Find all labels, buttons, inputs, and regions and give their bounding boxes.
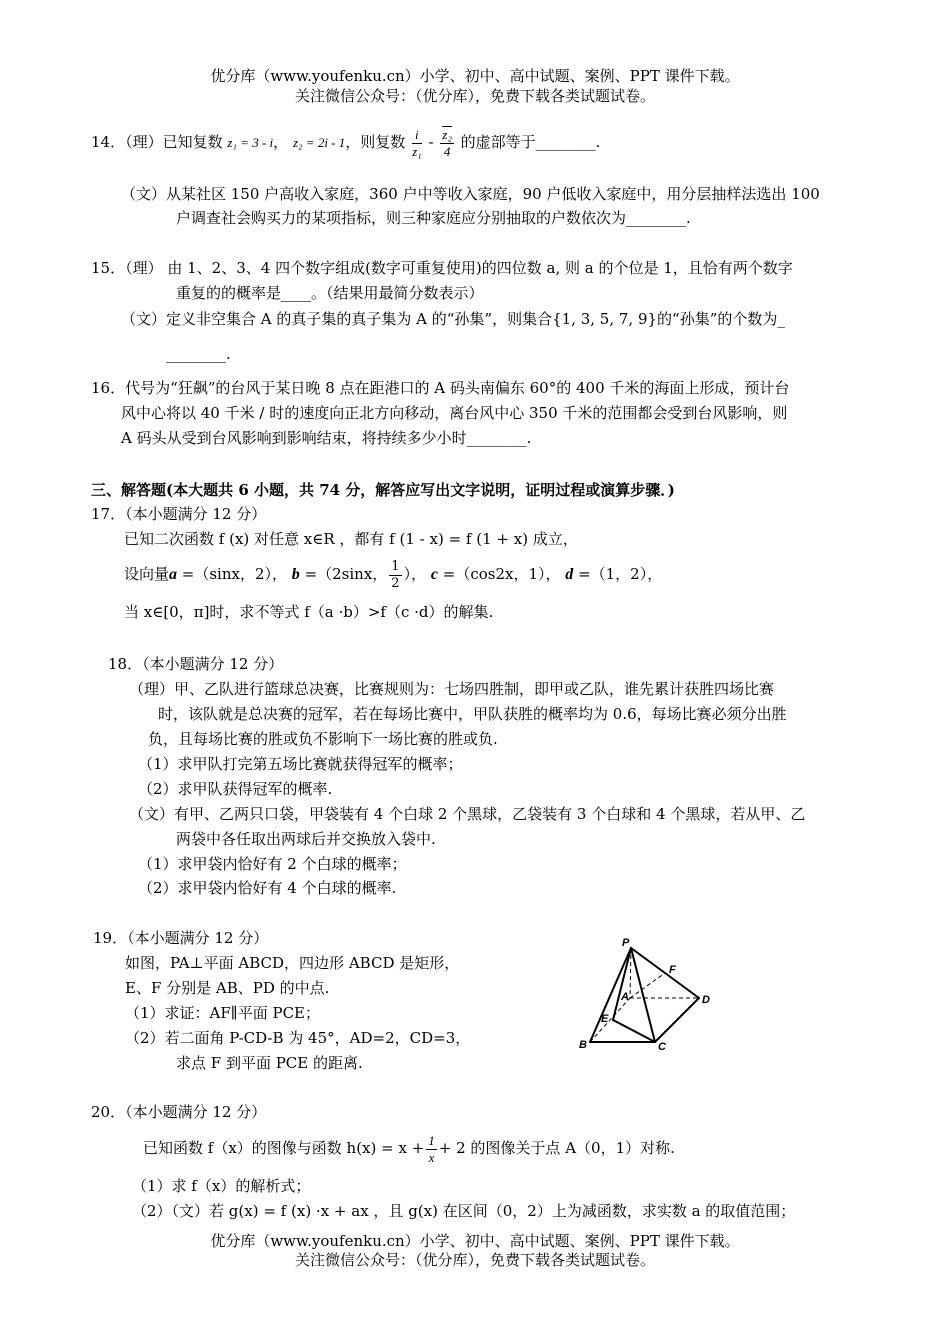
edge-BA bbox=[590, 998, 630, 1042]
label-D: D bbox=[702, 994, 710, 1006]
q18-li-q2: （2）求甲队获得冠军的概率. bbox=[138, 780, 333, 798]
q18-wen-line-1: （文）有甲、乙两只口袋，甲袋装有 4 个白球 2 个黑球，乙袋装有 3 个白球和 4 个黑球，若从甲、乙 bbox=[129, 805, 806, 823]
q17-line-3: 当 x∈[0，π]时，求不等式 f（a ·b）>f（c ·d）的解集. bbox=[124, 603, 494, 621]
q15-wen-line-1: （文）定义非空集合 A 的真子集的真子集为 A 的“孙集”，则集合{1, 3, 5, 7, 9}的“孙集”的个数为_ bbox=[121, 310, 785, 328]
q14-frac-1: $\frac{i}{\text{z₁}}$ bbox=[412, 126, 422, 159]
footer-line-2: 关注微信公众号：（优分库），免费下载各类试题试卷。 bbox=[294, 1251, 655, 1269]
q19-head: 19．（本小题满分 12 分） bbox=[93, 929, 269, 947]
header-line-2: 关注微信公众号：（优分库），免费下载各类试题试卷。 bbox=[294, 87, 655, 105]
q19-line-2: E、F 分别是 AB、PD 的中点. bbox=[125, 979, 330, 997]
label-A: A bbox=[621, 991, 629, 1003]
q14-li: 14．（理）已知复数 z₁ = 3 - i， z₂ = 2i - 1，则复数 $\frac{i}{\text{z₁}}$ - $\frac{\text{z₂}}{4}$ 的虚部等于________. bbox=[91, 126, 601, 159]
q18-wen-q1: （1）求甲袋内恰好有 2 个白球的概率； bbox=[138, 855, 407, 873]
q19-q2b: 求点 F 到平面 PCE 的距离. bbox=[176, 1054, 363, 1072]
q18-li-line-2: 时，该队就是总决赛的冠军，若在每场比赛中，甲队获胜的概率均为 0.6，每场比赛必须分出胜 bbox=[158, 705, 787, 723]
header-line-1: 优分库（www.youfenku.cn）小学、初中、高中试题、案例、PPT 课件下载。 bbox=[210, 67, 740, 85]
q16-line-3: A 码头从受到台风影响到影响结束，将持续多少小时________. bbox=[121, 429, 532, 447]
q20-frac: $\frac{1}{x}$ bbox=[428, 1132, 435, 1165]
q19-line-1: 如图，PA⊥平面 ABCD，四边形 ABCD 是矩形， bbox=[125, 954, 460, 972]
section-3-title: 三、解答题(本大题共 6 小题，共 74 分，解答应写出文字说明，证明过程或演算步骤．) bbox=[91, 481, 675, 499]
label-C: C bbox=[658, 1041, 666, 1053]
q15-li-line-2: 重复的的概率是____。（结果用最简分数表示） bbox=[176, 284, 484, 302]
q19-q1: （1）求证：AF∥平面 PCE； bbox=[125, 1004, 321, 1022]
q17-head: 17．（本小题满分 12 分） bbox=[91, 505, 267, 523]
q14-wen-line-2: 户调查社会购买力的某项指标，则三种家庭应分别抽取的户数依次为________. bbox=[176, 209, 691, 227]
q18-wen-q2: （2）求甲袋内恰好有 4 个白球的概率. bbox=[138, 879, 397, 897]
edge-AF bbox=[630, 973, 665, 998]
q20-q1: （1）求 f（x）的解析式； bbox=[132, 1177, 311, 1195]
q14-frac-2: $\frac{\text{z₂}}{4}$ bbox=[442, 126, 452, 159]
q18-li-q1: （1）求甲队打完第五场比赛就获得冠军的概率； bbox=[138, 755, 463, 773]
q15-wen-line-2: ________. bbox=[166, 345, 231, 363]
edge-EC bbox=[613, 1020, 655, 1042]
q18-head: 18．（本小题满分 12 分） bbox=[108, 655, 284, 673]
label-B: B bbox=[579, 1039, 587, 1051]
q20-q2: （2）（文）若 g(x) = f (x) ·x + ax ，且 g(x) 在区间（0，2）上为减函数，求实数 a 的取值范围； bbox=[132, 1202, 796, 1220]
q17-line-1: 已知二次函数 f (x) 对任意 x∈R ，都有 f (1 - x) = f (1 + x) 成立， bbox=[124, 530, 578, 548]
q14-wen-line-1: （文）从某社区 150 户高收入家庭，360 户中等收入家庭，90 户低收入家庭中，用分层抽样法选出 100 bbox=[121, 185, 820, 203]
label-F: F bbox=[669, 964, 676, 976]
q18-li-line-3: 负，且每场比赛的胜或负不影响下一场比赛的胜或负. bbox=[148, 730, 498, 748]
label-P: P bbox=[622, 937, 630, 949]
footer-line-1: 优分库（www.youfenku.cn）小学、初中、高中试题、案例、PPT 课件下载。 bbox=[210, 1232, 740, 1250]
q16-line-2: 风中心将以 40 千米 / 时的速度向正北方向移动，离台风中心 350 千米的范围都会受到台风影响，则 bbox=[121, 404, 788, 422]
edge-CD bbox=[655, 998, 699, 1042]
q20-line-1: 已知函数 f（x）的图像与函数 h(x) = x + $\frac{1}{x}$ + 2 的图像关于点 A（0，1）对称. bbox=[143, 1132, 675, 1165]
q17-half-frac: $\frac{1}{2}$ bbox=[391, 558, 400, 591]
q20-head: 20．（本小题满分 12 分） bbox=[91, 1103, 267, 1121]
q19-q2: （2）若二面角 P-CD-B 为 45°，AD=2，CD=3， bbox=[125, 1029, 471, 1047]
label-E: E bbox=[601, 1013, 609, 1025]
q16-line-1: 16．代号为“狂飙”的台风于某日晚 8 点在距港口的 A 码头南偏东 60°的 400 千米的海面上形成，预计台 bbox=[91, 379, 790, 397]
pyramid-figure bbox=[570, 930, 720, 1055]
q18-li-line-1: （理）甲、乙队进行篮球总决赛，比赛规则为：七场四胜制，即甲或乙队，谁先累计获胜四场比赛 bbox=[129, 680, 775, 698]
q15-li-line-1: 15．（理） 由 1、2、3、4 四个数字组成(数字可重复使用)的四位数 a, 则 a 的个位是 1，且恰有两个数字 bbox=[91, 259, 793, 277]
q18-wen-line-2: 两袋中各任取出两球后并交换放入袋中. bbox=[176, 830, 436, 848]
q17-vectors: 设向量a =（sinx，2）， b =（2sinx， $\frac{1}{2}$ ）， c =（cos2x，1）， d =（1，2）， bbox=[124, 558, 663, 591]
